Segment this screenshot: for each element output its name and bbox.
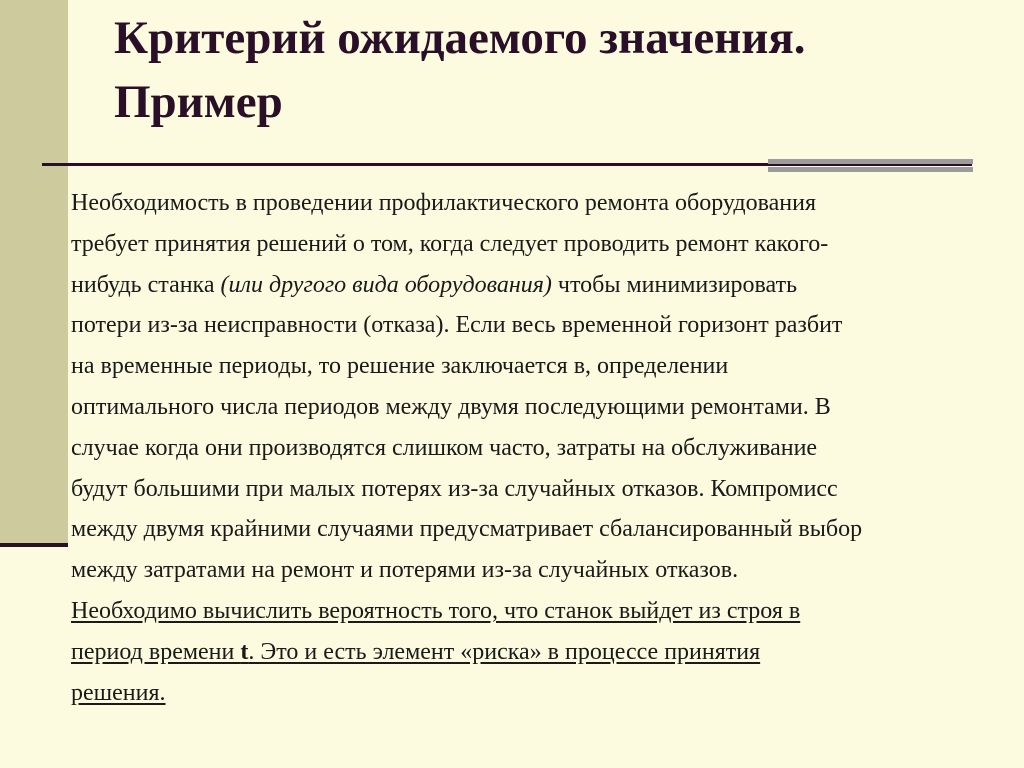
body-line: будут большими при малых потерях из-за случайных отказов. Компромисс bbox=[71, 475, 838, 502]
body-line: требует принятия решений о том, когда следует проводить ремонт какого- bbox=[71, 230, 829, 257]
body-line: между двумя крайними случаями предусматривает сбалансированный выбор bbox=[71, 516, 863, 543]
slide-title-line-2: Пример bbox=[114, 76, 283, 128]
underlined-sentence bbox=[71, 598, 800, 706]
variable-t: t bbox=[240, 638, 249, 665]
body-line: Необходимость в проведении профилактического ремонта оборудования bbox=[71, 190, 817, 216]
body-line: оптимального числа периодов между двумя последующими ремонтами. В bbox=[71, 393, 831, 420]
title-accent-bars bbox=[768, 159, 973, 178]
slide-body-text bbox=[71, 183, 1021, 713]
body-line: период времени bbox=[71, 638, 241, 665]
body-line-italic: (или другого вида оборудования) bbox=[220, 271, 552, 298]
slide-title bbox=[114, 6, 994, 134]
body-line: потери из-за неисправности (отказа). Если весь временной горизонт разбит bbox=[71, 312, 843, 339]
left-accent-bar bbox=[0, 543, 68, 547]
left-decorative-stripe bbox=[0, 0, 68, 547]
body-line: между затратами на ремонт и потерями из-за случайных отказов. bbox=[71, 557, 739, 584]
body-line: Необходимо вычислить вероятность того, что станок выйдет из строя в bbox=[71, 597, 801, 624]
body-line: нибудь станка bbox=[71, 271, 221, 298]
body-line: чтобы минимизировать bbox=[551, 271, 798, 298]
title-accent-bar-bottom bbox=[768, 167, 973, 172]
body-line: решения. bbox=[71, 679, 166, 706]
body-line: случае когда они производятся слишком часто, затраты на обслуживание bbox=[71, 434, 818, 461]
title-accent-bar-top bbox=[768, 159, 973, 164]
body-line: на временные периоды, то решение заключается в, определении bbox=[71, 353, 729, 380]
slide-title-line-1: Критерий ожидаемого значения. bbox=[114, 12, 806, 64]
body-line: . Это и есть элемент «риска» в процессе принятия bbox=[248, 638, 761, 665]
